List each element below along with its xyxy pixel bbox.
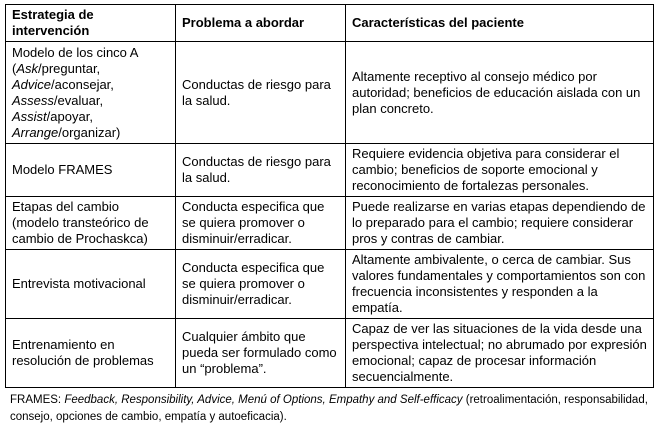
cell-caracteristicas: Altamente receptivo al consejo médico por autoridad; beneficios de educación aislada con un plan concreto. bbox=[346, 42, 654, 144]
five-a-item: Advice/aconsejar, bbox=[12, 76, 114, 92]
table-row bbox=[6, 42, 654, 144]
five-a-item: Assist/apoyar, bbox=[12, 108, 93, 124]
five-a-item: Assess/evaluar, bbox=[12, 92, 104, 108]
five-a-title: Modelo de los cinco A bbox=[12, 44, 139, 60]
five-a-item: (Ask/preguntar, bbox=[12, 60, 101, 76]
cell-estrategia bbox=[6, 42, 176, 144]
five-a-list bbox=[12, 45, 169, 141]
cell-estrategia: Entrevista motivacional bbox=[6, 250, 176, 319]
header-row bbox=[6, 5, 654, 42]
cell-caracteristicas: Capaz de ver las situaciones de la vida desde una perspectiva intelectual; no abrumado por expresión emocional; capaz de procesar información secuencialmente. bbox=[346, 319, 654, 388]
cell-problema: Conductas de riesgo para la salud. bbox=[176, 42, 346, 144]
footnote-italic: Feedback, Responsibility, Advice, Menú of Options, Empathy and Self-efficacy bbox=[64, 394, 463, 406]
cell-problema: Conducta especifica que se quiera promover o disminuir/erradicar. bbox=[176, 250, 346, 319]
intervention-strategies-table bbox=[5, 4, 654, 388]
cell-caracteristicas: Requiere evidencia objetiva para considerar el cambio; beneficios de soporte emocional y reconocimiento de fortalezas personales. bbox=[346, 144, 654, 197]
cell-caracteristicas: Altamente ambivalente, o cerca de cambiar. Sus valores fundamentales y comportamientos son con frecuencia inconsistentes y responden a la empatía. bbox=[346, 250, 654, 319]
cell-problema: Conducta especifica que se quiera promover o disminuir/erradicar. bbox=[176, 197, 346, 250]
cell-estrategia: Entrenamiento en resolución de problemas bbox=[6, 319, 176, 388]
table-row bbox=[6, 250, 654, 319]
cell-problema: Conductas de riesgo para la salud. bbox=[176, 144, 346, 197]
cell-estrategia: Etapas del cambio (modelo transteórico de cambio de Prochaskca) bbox=[6, 197, 176, 250]
cell-problema: Cualquier ámbito que pueda ser formulado como un “problema”. bbox=[176, 319, 346, 388]
header-problema: Problema a abordar bbox=[176, 5, 346, 42]
table-row bbox=[6, 319, 654, 388]
five-a-item: Arrange/organizar) bbox=[12, 124, 121, 140]
table-row bbox=[6, 144, 654, 197]
footnote-lead: FRAMES: bbox=[10, 394, 65, 406]
cell-estrategia: Modelo FRAMES bbox=[6, 144, 176, 197]
footnote-rest: (retroalimentación, responsabilidad, consejo, opciones de cambio, empatía y autoeficacia). bbox=[10, 394, 648, 423]
table-footnote bbox=[10, 392, 650, 426]
cell-caracteristicas: Puede realizarse en varias etapas dependiendo de lo preparado para el cambio; requiere considerar pros y contras de cambiar. bbox=[346, 197, 654, 250]
header-estrategia: Estrategia de intervención bbox=[6, 5, 176, 42]
table-row bbox=[6, 197, 654, 250]
header-caracteristicas: Características del paciente bbox=[346, 5, 654, 42]
